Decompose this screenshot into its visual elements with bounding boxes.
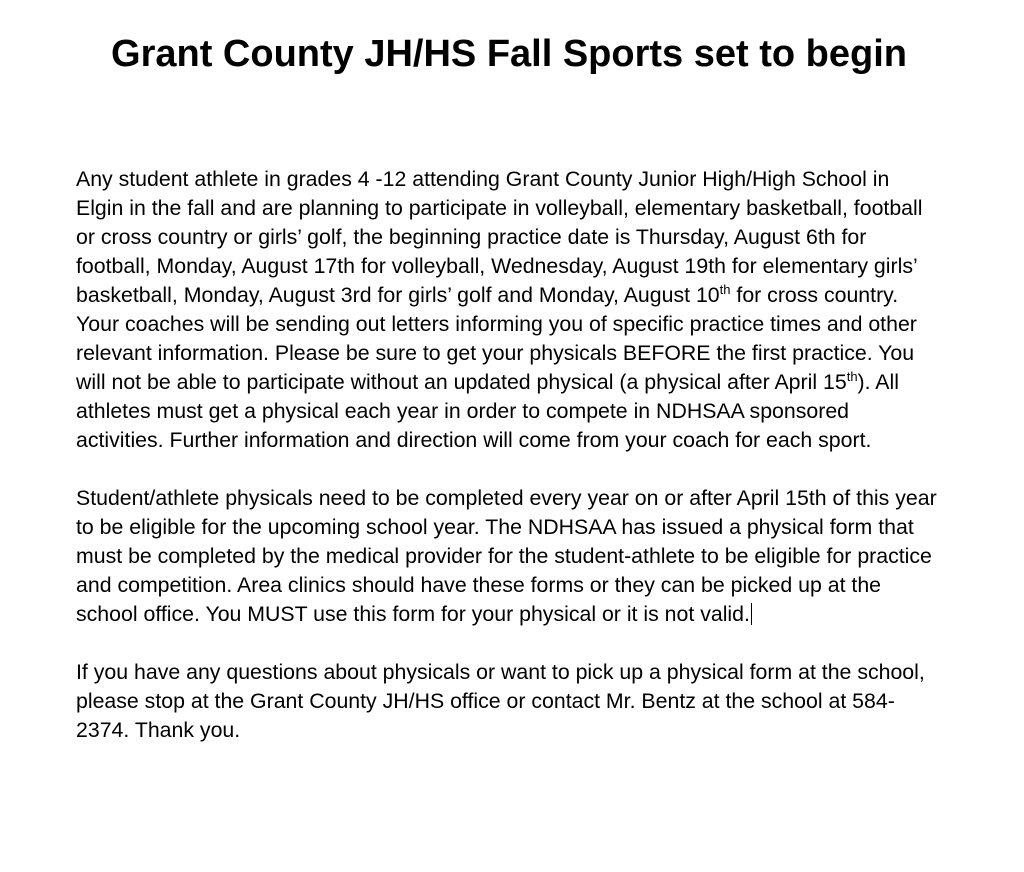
ordinal-suffix: th — [719, 282, 731, 297]
paragraph-2-text: Student/athlete physicals need to be completed every year on or after April 15th of this year to be eligible for the upcoming school year. The NDHSAA has issued a physical form that must be completed by the medical provider for the student-athlete to be eligible for practice and competition. Area clinics should have these forms or they can be picked up at the school office. You MUST use this form for your physical or it is not valid. — [76, 486, 937, 626]
paragraph-1-text-c: ). All athletes must get a physical each year in order to compete in NDHSAA sponsored activities. Further information and direction will come from your coach for each sport. — [76, 370, 899, 452]
document-title: Grant County JH/HS Fall Sports set to begin — [111, 33, 907, 75]
paragraph-contact — [76, 658, 942, 745]
text-cursor — [751, 603, 752, 625]
ordinal-suffix: th — [846, 369, 858, 384]
paragraph-3-text: If you have any questions about physicals or want to pick up a physical form at the school, please stop at the Grant County JH/HS office or contact Mr. Bentz at the school at 584-2374. Thank you. — [76, 660, 925, 742]
paragraph-practice-dates — [76, 165, 942, 455]
paragraph-1-text-b: for cross country. Your coaches will be sending out letters informing you of specific practice times and other relevant information. Please be sure to get your physicals BEFORE the first practice. You will not be able to participate without an updated physical (a physical after April 15 — [76, 283, 917, 394]
paragraph-physicals — [76, 484, 942, 629]
paragraph-1-text-a: Any student athlete in grades 4 -12 attending Grant County Junior High/High School in Elgin in the fall and are planning to participate in volleyball, elementary basketball, football or cross country or girls’ golf, the beginning practice date is Thursday, August 6th for football, Monday, August 17th for volleyball, Wednesday, August 19th for elementary girls’ basketball, Monday, August 3rd for girls’ golf and Monday, August 10 — [76, 167, 923, 307]
